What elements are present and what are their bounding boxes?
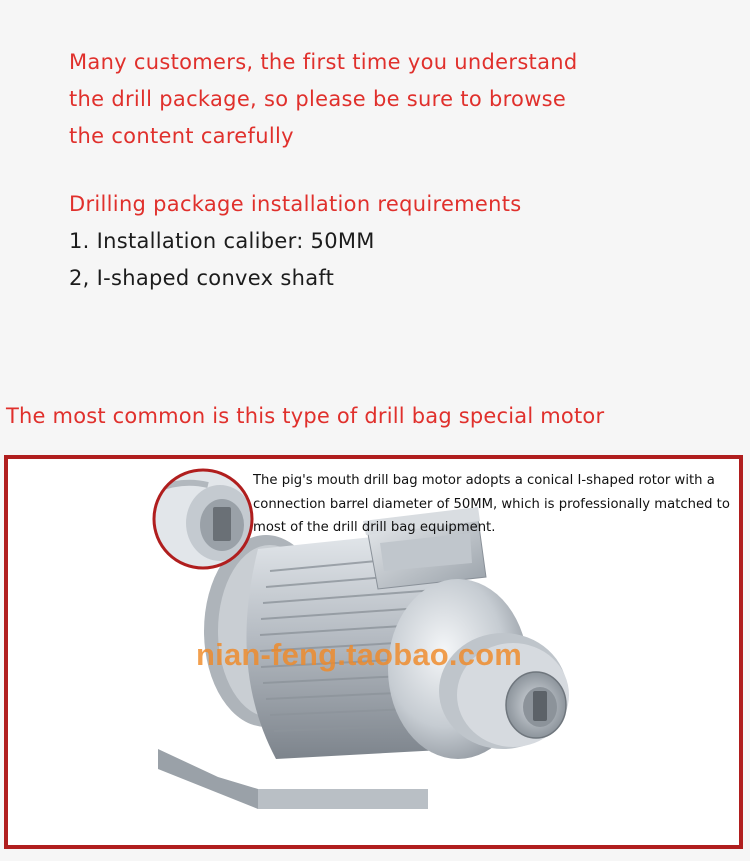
motor-product-panel: [4, 455, 743, 849]
intro-line-3: the content carefully: [69, 124, 294, 148]
motor-description: The pig's mouth drill bag motor adopts a conical I-shaped rotor with a connection barrel diameter of 50MM, which is professionally matched to most of the drill drill bag equipment.: [253, 473, 730, 535]
requirement-item-caliber: 1. Installation caliber: 50MM: [69, 229, 375, 253]
requirements-heading: Drilling package installation requirements: [69, 192, 522, 216]
motor-shaft: [506, 672, 566, 738]
intro-line-1: Many customers, the first time you understand: [69, 50, 578, 74]
intro-text: [69, 44, 709, 155]
motor-heading: The most common is this type of drill bag special motor: [6, 404, 605, 428]
store-watermark: nian-feng.taobao.com: [196, 637, 523, 672]
requirement-item-shaft: 2, I-shaped convex shaft: [69, 266, 335, 290]
intro-line-2: the drill package, so please be sure to browse: [69, 87, 567, 111]
shaft-zoom-inset: [154, 470, 254, 568]
